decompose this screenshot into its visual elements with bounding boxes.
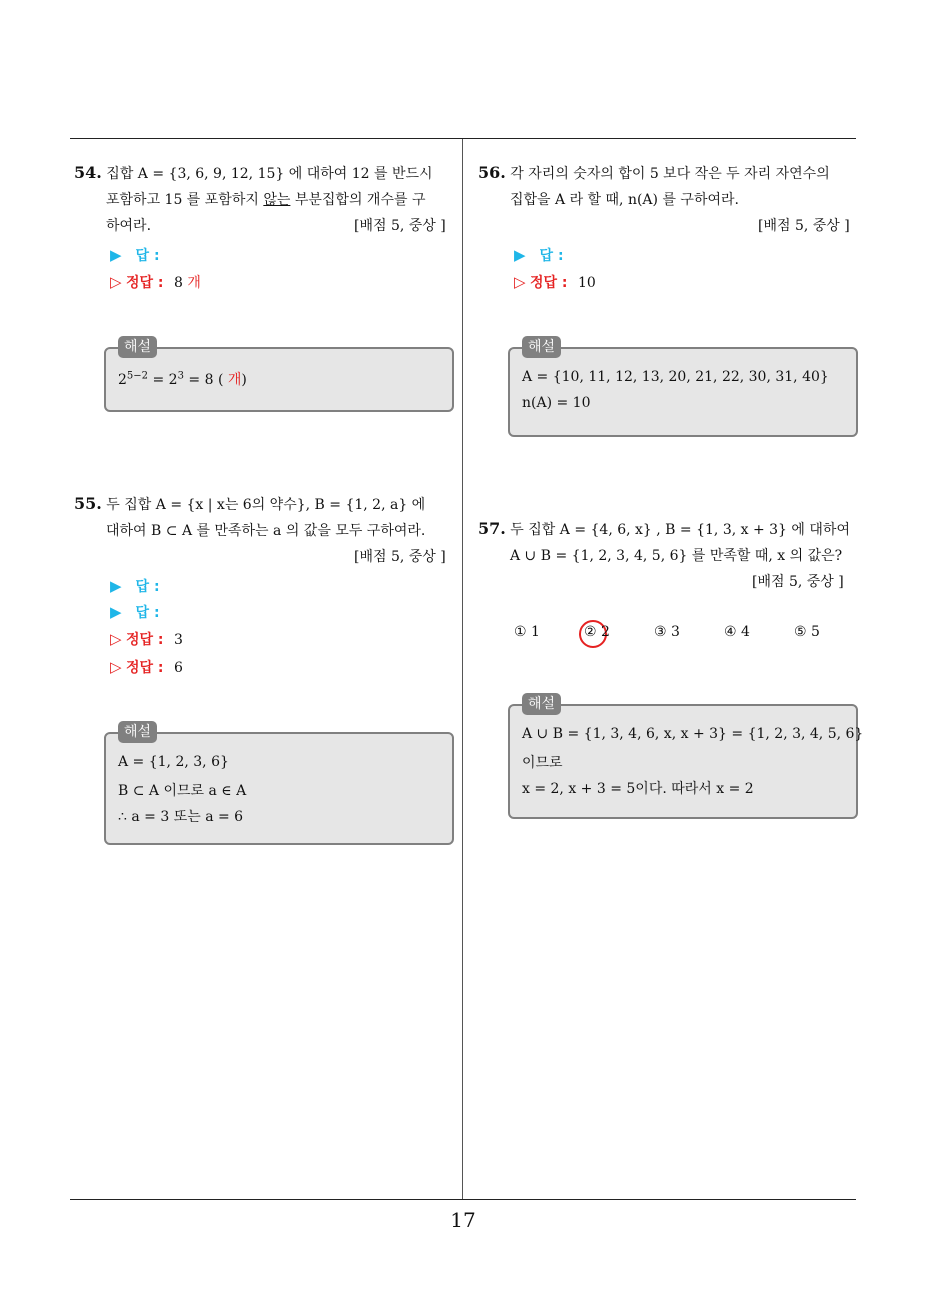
question-number: 56.	[478, 163, 506, 182]
bottom-rule	[70, 1199, 856, 1200]
correct-value: 8	[173, 275, 183, 291]
correct-label: 정답 :	[126, 275, 164, 291]
explanation-tag: 해설	[118, 721, 157, 743]
explanation-box	[104, 732, 454, 845]
outline-arrow-icon: ▷	[110, 273, 122, 291]
play-arrow-icon: ▶	[110, 577, 122, 595]
answer-label: 답 :	[135, 605, 160, 621]
correct-answer-row	[110, 272, 201, 292]
explanation-tag: 해설	[118, 336, 157, 358]
top-rule	[70, 138, 856, 139]
answer-label: 답 :	[539, 248, 564, 264]
explanation-line: B ⊂ A 이므로 a ∈ A	[118, 783, 247, 799]
answer-row	[110, 576, 160, 596]
question-text: 집합 A = {3, 6, 9, 12, 15} 에 대하여 12 를 반드시	[106, 166, 433, 182]
question-57-line1	[478, 519, 850, 539]
question-text: 부분집합의 개수를 구	[290, 192, 426, 208]
choice-2[interactable]: ② 2	[584, 624, 610, 640]
correct-value: 10	[577, 275, 596, 291]
question-text: 두 집합 A = {4, 6, x} , B = {1, 3, x + 3} 에 대하여	[510, 522, 850, 538]
outline-arrow-icon: ▷	[514, 273, 526, 291]
correct-label: 정답 :	[126, 632, 164, 648]
exp-unit: 개	[223, 372, 242, 388]
play-arrow-icon: ▶	[514, 246, 526, 264]
answer-label: 답 :	[135, 248, 160, 264]
question-text: 각 자리의 숫자의 합이 5 보다 작은 두 자리 자연수의	[510, 166, 830, 182]
exp-sup: 3	[177, 370, 184, 382]
exp-text: )	[241, 372, 247, 388]
explanation-tag: 해설	[522, 693, 561, 715]
outline-arrow-icon: ▷	[110, 658, 122, 676]
exp-text: 2	[118, 372, 127, 388]
explanation-box	[508, 704, 864, 819]
correct-answer-row	[514, 272, 596, 292]
explanation-line: 이므로	[522, 755, 563, 771]
explanation-line: ∴ a = 3 또는 a = 6	[118, 809, 244, 825]
question-text: 포함하고 15 를 포함하지	[106, 192, 264, 208]
column-divider	[462, 139, 463, 1200]
answer-label: 답 :	[135, 579, 160, 595]
choice-4[interactable]: ④ 4	[724, 624, 750, 640]
explanation-tag: 해설	[522, 336, 561, 358]
question-number: 57.	[478, 519, 506, 538]
choice-3[interactable]: ③ 3	[654, 624, 680, 640]
question-54-line2	[106, 189, 425, 209]
correct-answer-row	[110, 657, 183, 677]
score-meta: [배점 5, 중상 ]	[758, 218, 850, 234]
correct-answer-row	[110, 629, 183, 649]
exp-text: = 8 (	[183, 372, 224, 388]
question-number: 55.	[74, 494, 102, 513]
question-55-line2: 대하여 B ⊂ A 를 만족하는 a 의 값을 모두 구하여라.	[106, 523, 426, 539]
explanation-line: A = {10, 11, 12, 13, 20, 21, 22, 30, 31, 40}	[522, 369, 829, 385]
explanation-line: x = 2, x + 3 = 5이다. 따라서 x = 2	[522, 781, 754, 797]
outline-arrow-icon: ▷	[110, 630, 122, 648]
explanation-box	[104, 347, 454, 412]
question-54-line3: 하여라.	[106, 218, 152, 234]
question-text: 두 집합 A = {x | x는 6의 약수}, B = {1, 2, a} 에	[106, 497, 426, 513]
play-arrow-icon: ▶	[110, 603, 122, 621]
question-56-line2: 집합을 A 라 할 때, n(A) 를 구하여라.	[510, 192, 739, 208]
underlined-word: 않는	[263, 192, 291, 208]
explanation-box	[508, 347, 858, 437]
correct-value: 6	[173, 660, 183, 676]
answer-row	[110, 245, 160, 265]
correct-value: 3	[173, 632, 183, 648]
score-meta: [배점 5, 중상 ]	[354, 218, 446, 234]
answer-row	[514, 245, 564, 265]
question-57-line2: A ∪ B = {1, 2, 3, 4, 5, 6} 를 만족할 때, x 의 값은?	[510, 548, 843, 564]
explanation-line: A = {1, 2, 3, 6}	[118, 754, 229, 770]
correct-label: 정답 :	[530, 275, 568, 291]
score-meta: [배점 5, 중상 ]	[354, 549, 446, 565]
question-54-line1	[74, 163, 433, 183]
play-arrow-icon: ▶	[110, 246, 122, 264]
explanation-line	[118, 369, 247, 389]
choice-1[interactable]: ① 1	[514, 624, 540, 640]
question-56-line1	[478, 163, 830, 183]
exp-sup: 5−2	[126, 370, 149, 382]
choice-5[interactable]: ⑤ 5	[794, 624, 820, 640]
explanation-line: A ∪ B = {1, 3, 4, 6, x, x + 3} = {1, 2, 3, 4, 5, 6}	[522, 726, 864, 742]
question-55-line1	[74, 494, 425, 514]
page-number: 17	[450, 1208, 476, 1232]
correct-unit: 개	[187, 275, 201, 291]
correct-label: 정답 :	[126, 660, 164, 676]
explanation-line: n(A) = 10	[522, 395, 591, 411]
exp-text: = 2	[148, 372, 178, 388]
question-number: 54.	[74, 163, 102, 182]
score-meta: [배점 5, 중상 ]	[752, 574, 844, 590]
answer-row	[110, 602, 160, 622]
